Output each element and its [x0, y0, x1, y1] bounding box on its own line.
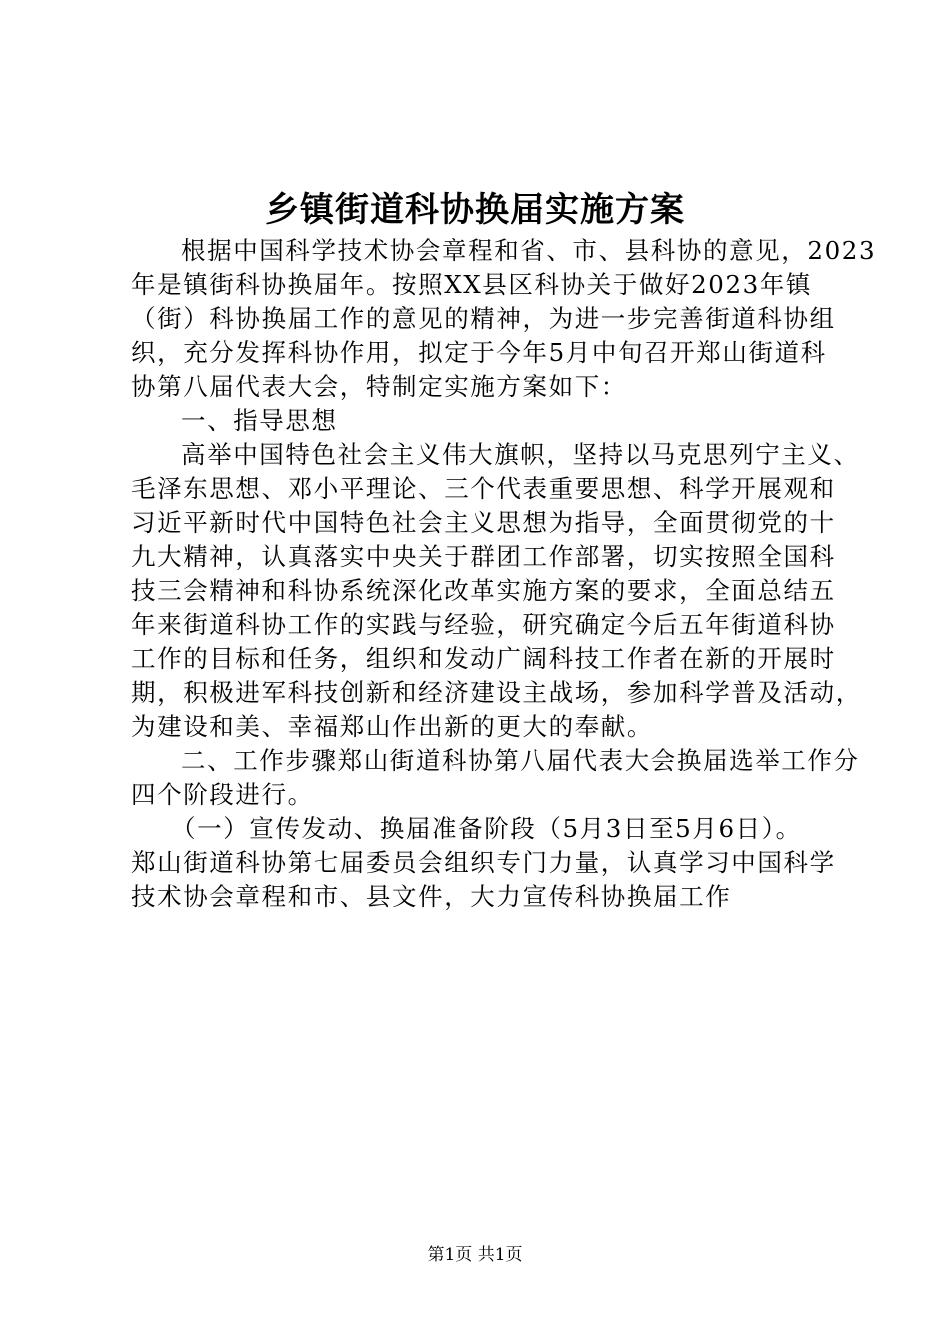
paragraph-line: 技术协会章程和市、县文件，大力宣传科协换届工作 — [131, 882, 732, 911]
paragraph-line: 四个阶段进行。 — [131, 780, 314, 809]
paragraph-line: （街）科协换届工作的意见的精神，为进一步完善街道科协组 — [131, 304, 836, 333]
paragraph-line: 期，积极进军科技创新和经济建设主战场，参加科学普及活动， — [131, 678, 862, 707]
paragraph-line: 根据中国科学技术协会章程和省、市、县科协的意见，2023 — [181, 236, 877, 265]
paragraph-line: 为建设和美、幸福郑山作出新的更大的奉献。 — [131, 712, 653, 741]
section-heading: 一、指导思想 — [181, 406, 338, 435]
paragraph-line: 高举中国特色社会主义伟大旗帜，坚持以马克思列宁主义、 — [181, 440, 860, 469]
paragraph-line: 协第八届代表大会，特制定实施方案如下： — [131, 372, 627, 401]
paragraph-line: 年是镇街科协换届年。按照XX县区科协关于做好2023年镇 — [131, 270, 813, 299]
paragraph-line: 年来街道科协工作的实践与经验，研究确定今后五年街道科协 — [131, 610, 836, 639]
paragraph-line: 习近平新时代中国特色社会主义思想为指导，全面贯彻党的十 — [131, 508, 836, 537]
paragraph-line: 工作的目标和任务，组织和发动广阔科技工作者在新的开展时 — [131, 644, 836, 673]
paragraph-line: 织，充分发挥科协作用，拟定于今年5月中旬召开郑山街道科 — [131, 338, 827, 367]
subsection-heading: （一）宣传发动、换届准备阶段（5月3日至5月6日）。 — [171, 814, 802, 843]
document-body — [131, 234, 877, 914]
paragraph-line: 毛泽东思想、邓小平理论、三个代表重要思想、科学开展观和 — [131, 474, 836, 503]
paragraph-line: 郑山街道科协第七届委员会组织专门力量，认真学习中国科学 — [131, 848, 836, 877]
document-title: 乡镇街道科协换届实施方案 — [265, 190, 685, 230]
paragraph-line: 九大精神，认真落实中央关于群团工作部署，切实按照全国科 — [131, 542, 836, 571]
page-number-footer: 第1页 共1页 — [427, 1245, 523, 1265]
section-heading: 二、工作步骤郑山街道科协第八届代表大会换届选举工作分 — [181, 746, 860, 775]
paragraph-line: 技三会精神和科协系统深化改革实施方案的要求，全面总结五 — [131, 576, 836, 605]
